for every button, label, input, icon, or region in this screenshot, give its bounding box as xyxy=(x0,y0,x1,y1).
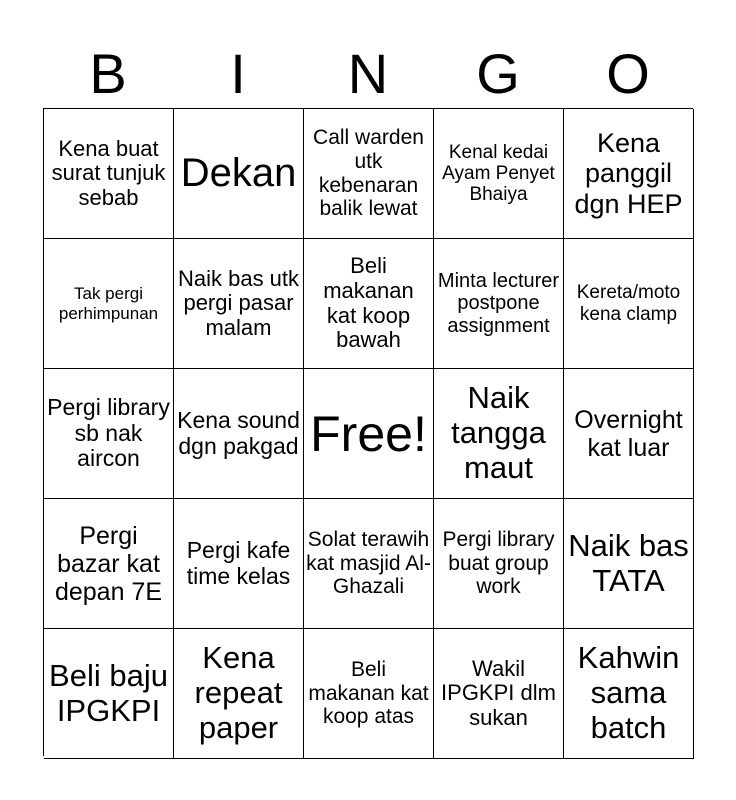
bingo-cell[interactable]: Overnight kat luar xyxy=(564,369,694,499)
header-letter-i: I xyxy=(230,42,246,105)
bingo-cell[interactable]: Kereta/moto kena clamp xyxy=(564,239,694,369)
bingo-cell[interactable]: Beli baju IPGKPI xyxy=(44,629,174,759)
bingo-cell[interactable]: Pergi library sb nak aircon xyxy=(44,369,174,499)
bingo-cell[interactable]: Solat terawih kat masjid Al-Ghazali xyxy=(304,499,434,629)
bingo-cell[interactable]: Pergi bazar kat depan 7E xyxy=(44,499,174,629)
header-letter-o: O xyxy=(606,42,650,105)
bingo-cell[interactable]: Dekan xyxy=(174,109,304,239)
header-letter-b: B xyxy=(89,42,127,105)
bingo-cell[interactable]: Naik bas TATA xyxy=(564,499,694,629)
bingo-cell[interactable]: Pergi kafe time kelas xyxy=(174,499,304,629)
bingo-cell[interactable]: Naik tangga maut xyxy=(434,369,564,499)
bingo-cell[interactable]: Beli makanan kat koop bawah xyxy=(304,239,434,369)
bingo-header xyxy=(43,40,693,108)
bingo-cell[interactable]: Naik bas utk pergi pasar malam xyxy=(174,239,304,369)
bingo-cell[interactable]: Beli makanan kat koop atas xyxy=(304,629,434,759)
header-letter-n: N xyxy=(347,42,389,105)
free-space-cell[interactable]: Free! xyxy=(304,369,434,499)
bingo-cell[interactable]: Wakil IPGKPI dlm sukan xyxy=(434,629,564,759)
bingo-cell[interactable]: Kenal kedai Ayam Penyet Bhaiya xyxy=(434,109,564,239)
bingo-cell[interactable]: Kena panggil dgn HEP xyxy=(564,109,694,239)
bingo-cell[interactable]: Minta lecturer postpone assignment xyxy=(434,239,564,369)
bingo-cell[interactable]: Kahwin sama batch xyxy=(564,629,694,759)
bingo-cell[interactable]: Pergi library buat group work xyxy=(434,499,564,629)
bingo-grid xyxy=(43,108,693,756)
bingo-cell[interactable]: Kena repeat paper xyxy=(174,629,304,759)
bingo-cell[interactable]: Kena buat surat tunjuk sebab xyxy=(44,109,174,239)
bingo-cell[interactable]: Kena sound dgn pakgad xyxy=(174,369,304,499)
header-letter-g: G xyxy=(476,42,520,105)
bingo-cell[interactable]: Tak pergi perhimpunan xyxy=(44,239,174,369)
bingo-cell[interactable]: Call warden utk kebenaran balik lewat xyxy=(304,109,434,239)
